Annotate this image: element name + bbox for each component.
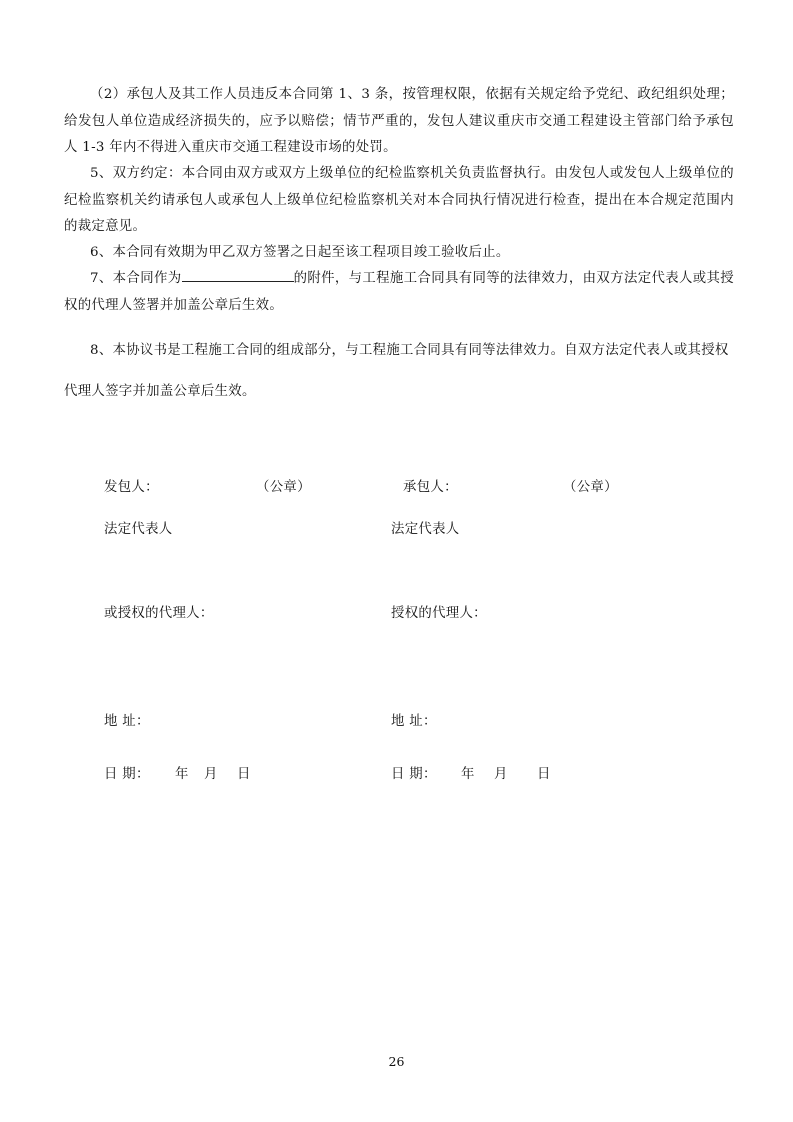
employer-date-year: 年 — [175, 767, 189, 782]
employer-legal-rep: 法定代表人 — [104, 522, 173, 537]
employer-agent: 或授权的代理人： — [104, 606, 214, 621]
clause-6: 6、本合同有效期为甲乙双方签署之日起至该工程项目竣工验收后止。 — [90, 245, 510, 260]
clause-8-line2: 代理人签字并加盖公章后生效。 — [64, 384, 256, 399]
employer-seal: （公章） — [256, 480, 311, 495]
contractor-date-year: 年 — [461, 767, 475, 782]
employer-date-label: 日 期： — [104, 767, 150, 782]
clause-7-suffix: 的附件，与工程施工合同具有同等的法律效力，由双方法定代表人或其授权的代理人签署并加盖公章后生效。 — [64, 271, 734, 313]
employer-address: 地 址： — [104, 714, 150, 729]
contractor-date-day: 日 — [537, 767, 551, 782]
contractor-date-month: 月 — [494, 767, 508, 782]
clause-5: 5、双方约定：本合同由双方或双方上级单位的纪检监察机关负责监督执行。由发包人或发包人上级单位的纪检监察机关约请承包人或承包人上级单位纪检监察机关对本合同执行情况进行检查，提出在本合规定范围内的裁定意见。 — [64, 166, 734, 234]
employer-label: 发包人： — [104, 480, 159, 495]
contractor-date-label: 日 期： — [391, 767, 437, 782]
contractor-seal: （公章） — [563, 480, 618, 495]
clause-2: （2）承包人及其工作人员违反本合同第 1、3 条，按管理权限，依据有关规定给予党纪、政纪组织处理；给发包人单位造成经济损失的，应予以赔偿；情节严重的，发包人建议重庆市交通工程建设主管部门给予承包人 1-3 年内不得进入重庆市交通工程建设市场的处罚。 — [64, 87, 734, 155]
employer-date-month: 月 — [204, 767, 218, 782]
contractor-address: 地 址： — [391, 714, 437, 729]
page-number: 26 — [388, 1054, 405, 1069]
clause-7-prefix: 7、本合同作为 — [90, 271, 182, 286]
contractor-agent: 授权的代理人： — [391, 606, 487, 621]
clause-7-blank — [182, 268, 294, 282]
employer-date-day: 日 — [237, 767, 251, 782]
contractor-legal-rep: 法定代表人 — [391, 522, 460, 537]
clause-7 — [64, 266, 734, 319]
clause-8-line1: 8、本协议书是工程施工合同的组成部分，与工程施工合同具有同等法律效力。自双方法定代表人或其授权 — [90, 343, 729, 358]
contractor-label: 承包人： — [403, 480, 458, 495]
